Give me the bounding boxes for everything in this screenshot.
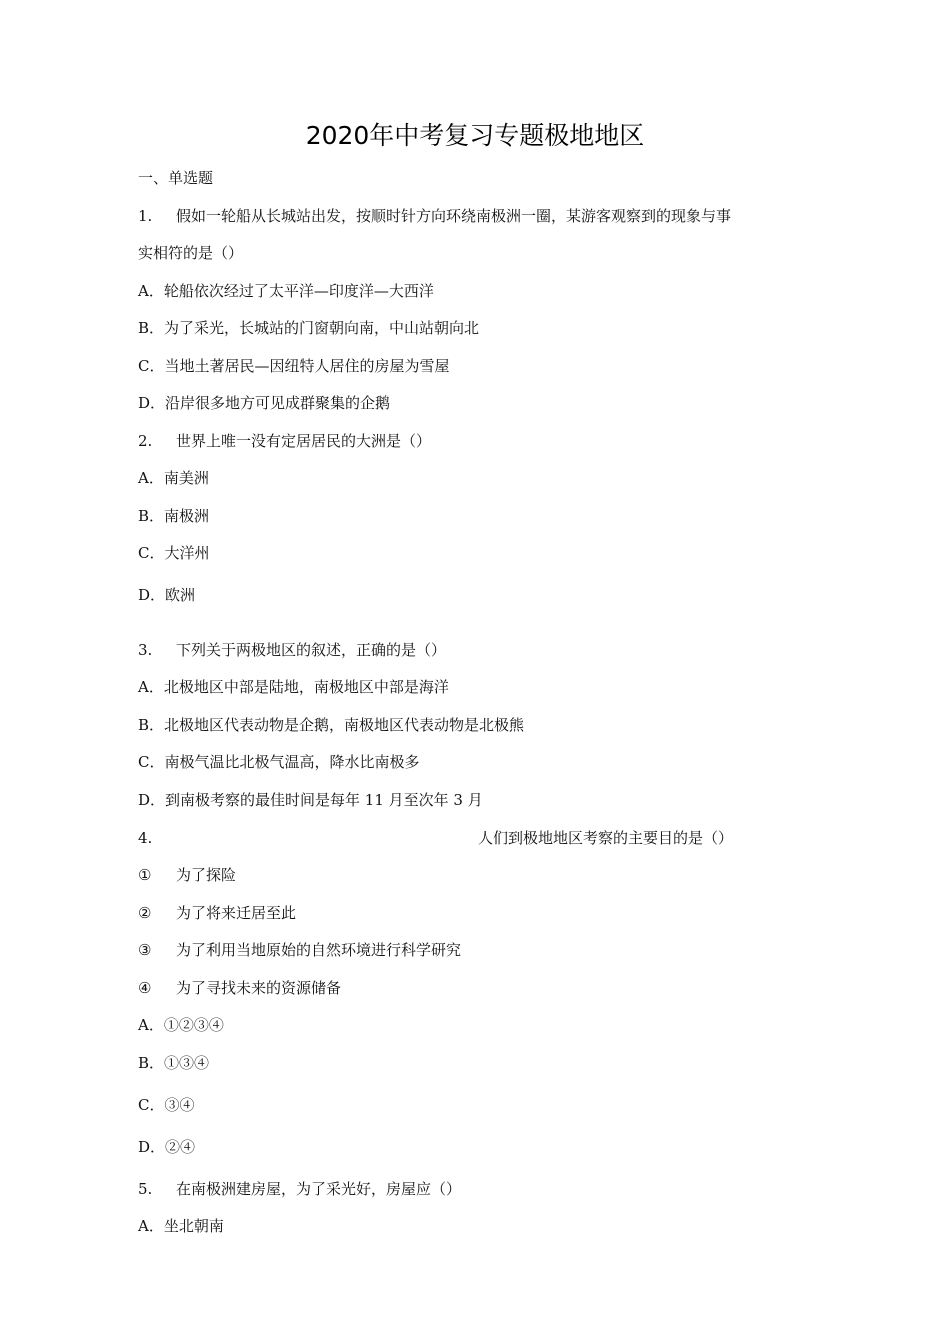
- question-3-option-a: A．北极地区中部是陆地，南极地区中部是海洋: [138, 678, 449, 696]
- question-4-option-b: B．①③④: [138, 1054, 210, 1072]
- question-1-stem-continued: 实相符的是（）: [138, 244, 244, 262]
- statement-text: 为了寻找未来的资源储备: [176, 979, 342, 997]
- question-2-option-b: B．南极洲: [138, 507, 210, 525]
- statement-marker: ①: [138, 866, 152, 884]
- question-4-stem: [138, 828, 733, 848]
- question-2-option-a: A．南美洲: [138, 469, 209, 487]
- question-1-option-a: A．轮船依次经过了太平洋—印度洋—大西洋: [138, 282, 434, 300]
- question-4-option-c: C．③④: [138, 1096, 195, 1114]
- statement-marker: ③: [138, 941, 152, 959]
- statement-marker: ②: [138, 904, 152, 922]
- question-2-option-c: C．大洋州: [138, 544, 210, 562]
- question-3-option-c: C．南极气温比北极气温高，降水比南极多: [138, 753, 420, 771]
- question-text: 下列关于两极地区的叙述，正确的是（）: [176, 641, 447, 659]
- statement-text: 为了将来迁居至此: [176, 904, 297, 922]
- question-text: 人们到极地地区考察的主要目的是（）: [477, 829, 733, 847]
- question-4-option-d: D．②④: [138, 1138, 196, 1156]
- page-title: 2020年中考复习专题极地地区: [305, 121, 645, 150]
- question-4-statement-2: [138, 903, 296, 923]
- question-number: 5.: [138, 1180, 153, 1198]
- question-3-option-b: B．北极地区代表动物是企鹅，南极地区代表动物是北极熊: [138, 716, 525, 734]
- question-4-statement-3: [138, 940, 461, 960]
- question-4-statement-4: [138, 978, 341, 998]
- statement-text: 为了利用当地原始的自然环境进行科学研究: [176, 941, 462, 959]
- question-1-option-c: C．当地土著居民—因纽特人居住的房屋为雪屋: [138, 357, 450, 375]
- statement-text: 为了探险: [176, 866, 237, 884]
- question-5-stem: [138, 1179, 461, 1199]
- question-3-option-d: D．到南极考察的最佳时间是每年 11 月至次年 3 月: [138, 791, 483, 809]
- question-text: 世界上唯一没有定居居民的大洲是（）: [176, 432, 432, 450]
- question-5-option-a: A．坐北朝南: [138, 1217, 224, 1235]
- question-2-stem: [138, 431, 431, 451]
- question-4-statement-1: [138, 865, 236, 885]
- question-3-stem: [138, 640, 446, 660]
- question-1-option-d: D．沿岸很多地方可见成群聚集的企鹅: [138, 394, 391, 412]
- question-1-stem: [138, 206, 731, 226]
- question-text: 在南极洲建房屋，为了采光好，房屋应（）: [176, 1180, 462, 1198]
- question-1-option-b: B．为了采光，长城站的门窗朝向南，中山站朝向北: [138, 319, 480, 337]
- question-4-option-a: A．①②③④: [138, 1016, 224, 1034]
- question-number: 4.: [138, 829, 153, 847]
- question-number: 1.: [138, 207, 153, 225]
- statement-marker: ④: [138, 979, 152, 997]
- question-2-option-d: D．欧洲: [138, 586, 196, 604]
- section-heading: 一、单选题: [138, 169, 214, 187]
- question-text: 假如一轮船从长城站出发，按顺时针方向环绕南极洲一圈，某游客观察到的现象与事: [176, 207, 732, 225]
- question-number: 3.: [138, 641, 153, 659]
- question-number: 2.: [138, 432, 153, 450]
